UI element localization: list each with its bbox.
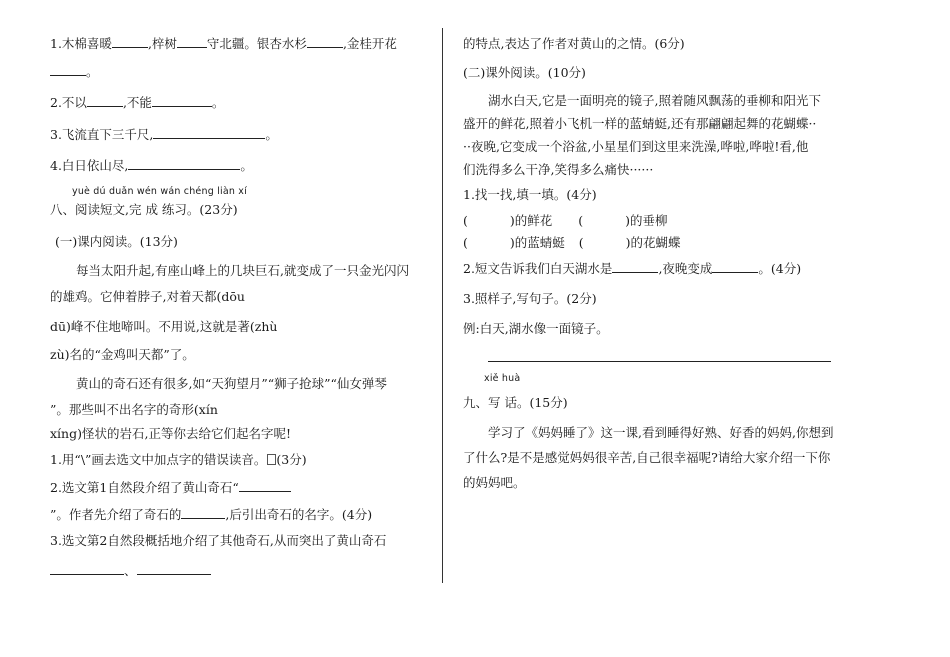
reading-q3-tail: 的特点,表达了作者对黄山的之情。(6分) <box>463 36 685 51</box>
paren-open: ( <box>463 235 468 250</box>
section9-title: 九、写 话。(15分) <box>463 395 568 410</box>
answer-line[interactable] <box>488 361 831 362</box>
reading2-q3: 3.照样子,写句子。(2分) <box>463 291 597 306</box>
blank[interactable] <box>153 126 265 139</box>
section8-title: 八、阅读短文,完 成 练习。(23分) <box>50 202 238 217</box>
reading2-q2 <box>463 260 801 278</box>
reading2-q2-text-b: ,夜晚变成 <box>658 261 713 276</box>
reading-q1 <box>50 451 307 469</box>
fill-q2-text-b: ,不能 <box>122 95 152 110</box>
passage2-line-1: 湖水白天,它是一面明亮的镜子,照着随风飘荡的垂柳和阳光下 <box>488 93 821 108</box>
paren-open: ( <box>578 213 584 228</box>
fill-q3: 3.飞流直下三千尺, 。 <box>50 127 278 142</box>
fill-q4: 4.白日依山尽, 。 <box>50 158 253 173</box>
answer-row-1-label-a: )的鲜花 <box>509 213 553 228</box>
passage-line-1: 每当太阳升起,有座山峰上的几块巨石,就变成了一只金光闪闪 <box>76 263 409 278</box>
blank[interactable] <box>181 506 225 519</box>
answer-row-1-label-b: )的垂柳 <box>625 213 668 228</box>
passage-line-7: xíng)怪状的岩石,正等你去给它们起名字呢! <box>50 426 291 441</box>
blank[interactable] <box>612 260 658 273</box>
column-divider <box>442 28 443 583</box>
reading-q2-continue <box>50 506 372 524</box>
fill-q2: 2.不以 ,不能 。 <box>50 95 225 110</box>
passage-line-6: ”。那些叫不出名字的奇形(xín <box>50 402 218 417</box>
reading-q2 <box>50 479 291 497</box>
writing-prompt-line-3: 的妈妈吧。 <box>463 475 526 490</box>
blank[interactable] <box>137 562 211 575</box>
reading-q2-text-a: 2.选文第1自然段介绍了黄山奇石“ <box>50 480 239 495</box>
passage-line-3: dū)峰不住地啼叫。不用说,这就是著(zhù <box>50 319 278 334</box>
passage-line-5: 黄山的奇石还有很多,如“天狗望月”“狮子抢球”“仙女弹琴 <box>76 376 387 391</box>
writing-prompt-line-2: 了什么?是不是感觉妈妈很辛苦,自己很幸福呢?请给大家介绍一下你 <box>463 450 831 465</box>
blank[interactable] <box>712 260 758 273</box>
fill-q1 <box>50 35 397 53</box>
fill-q1-text-a: 1.木棉喜暖 <box>50 36 112 51</box>
blank[interactable] <box>307 35 343 48</box>
reading2-q2-text-c: 。(4分) <box>758 261 802 276</box>
reading2-q2-text-a: 2.短文告诉我们白天湖水是 <box>463 261 613 276</box>
paren-open: ( <box>463 213 468 228</box>
reading2-q1: 1.找一找,填一填。(4分) <box>463 187 597 202</box>
reading-q1-score: (3分) <box>276 452 307 467</box>
paren-open: ( <box>578 235 584 250</box>
blank[interactable] <box>177 35 207 48</box>
answer-row-2-label-b: )的花蝴蝶 <box>625 235 681 250</box>
answer-row-1 <box>463 212 668 230</box>
reading-q3: 3.选文第2自然段概括地介绍了其他奇石,从而突出了黄山奇石 <box>50 533 387 548</box>
blank[interactable] <box>87 94 123 107</box>
passage-line-2: 的雄鸡。它伸着脖子,对着天都(dōu <box>50 289 245 304</box>
reading-q2-text-c: ,后引出奇石的名字。(4分) <box>225 507 373 522</box>
blank[interactable] <box>128 157 240 170</box>
blank[interactable] <box>239 479 291 492</box>
fill-q1-text-b: ,梓树 <box>147 36 177 51</box>
fill-q2-text-a: 2.不以 <box>50 95 87 110</box>
reading-q2-text-b: ”。作者先介绍了奇石的 <box>50 507 182 522</box>
part2-title: (二)课外阅读。(10分) <box>463 65 586 80</box>
passage2-line-4: 们洗得多么干净,笑得多么痛快······ <box>463 162 654 177</box>
example-sentence: 例:白天,湖水像一面镜子。 <box>463 321 609 336</box>
fill-q4-text: 4.白日依山尽, <box>50 158 129 173</box>
reading-q3-continue <box>50 562 211 580</box>
part1-title: (一)课内阅读。(13分) <box>55 234 178 249</box>
fill-q1-text-c: 守北疆。银杏水杉 <box>206 36 307 51</box>
blank[interactable] <box>50 562 124 575</box>
fill-q3-text: 3.飞流直下三千尺, <box>50 127 154 142</box>
passage2-line-3: ··夜晚,它变成一个浴盆,小星星们到这里来洗澡,哗啦,哗啦!看,他 <box>463 139 809 154</box>
blank[interactable] <box>152 94 212 107</box>
pinyin-section8: yuè dú duǎn wén wán chéng liàn xí <box>72 186 247 197</box>
pinyin-section9: xiě huà <box>484 373 521 384</box>
passage-line-4: zù)名的“金鸡叫天都”了。 <box>50 347 195 362</box>
answer-row-2-label-a: )的蓝蜻蜓 <box>509 235 565 250</box>
blank[interactable] <box>112 35 148 48</box>
fill-q1-continue: 。 <box>50 63 99 81</box>
reading-q1-text: 1.用“\”画去选文中加点字的错误读音。 <box>50 452 267 467</box>
writing-prompt-line-1: 学习了《妈妈睡了》这一课,看到睡得好熟、好香的妈妈,你想到 <box>488 425 834 440</box>
fill-q1-text-d: ,金桂开花 <box>342 36 397 51</box>
reading-q3-separator: 、 <box>124 563 137 578</box>
passage2-line-2: 盛开的鲜花,照着小飞机一样的蓝蜻蜓,还有那翩翩起舞的花蝴蝶·· <box>463 116 817 131</box>
blank[interactable] <box>50 63 86 76</box>
answer-row-2 <box>463 234 681 252</box>
